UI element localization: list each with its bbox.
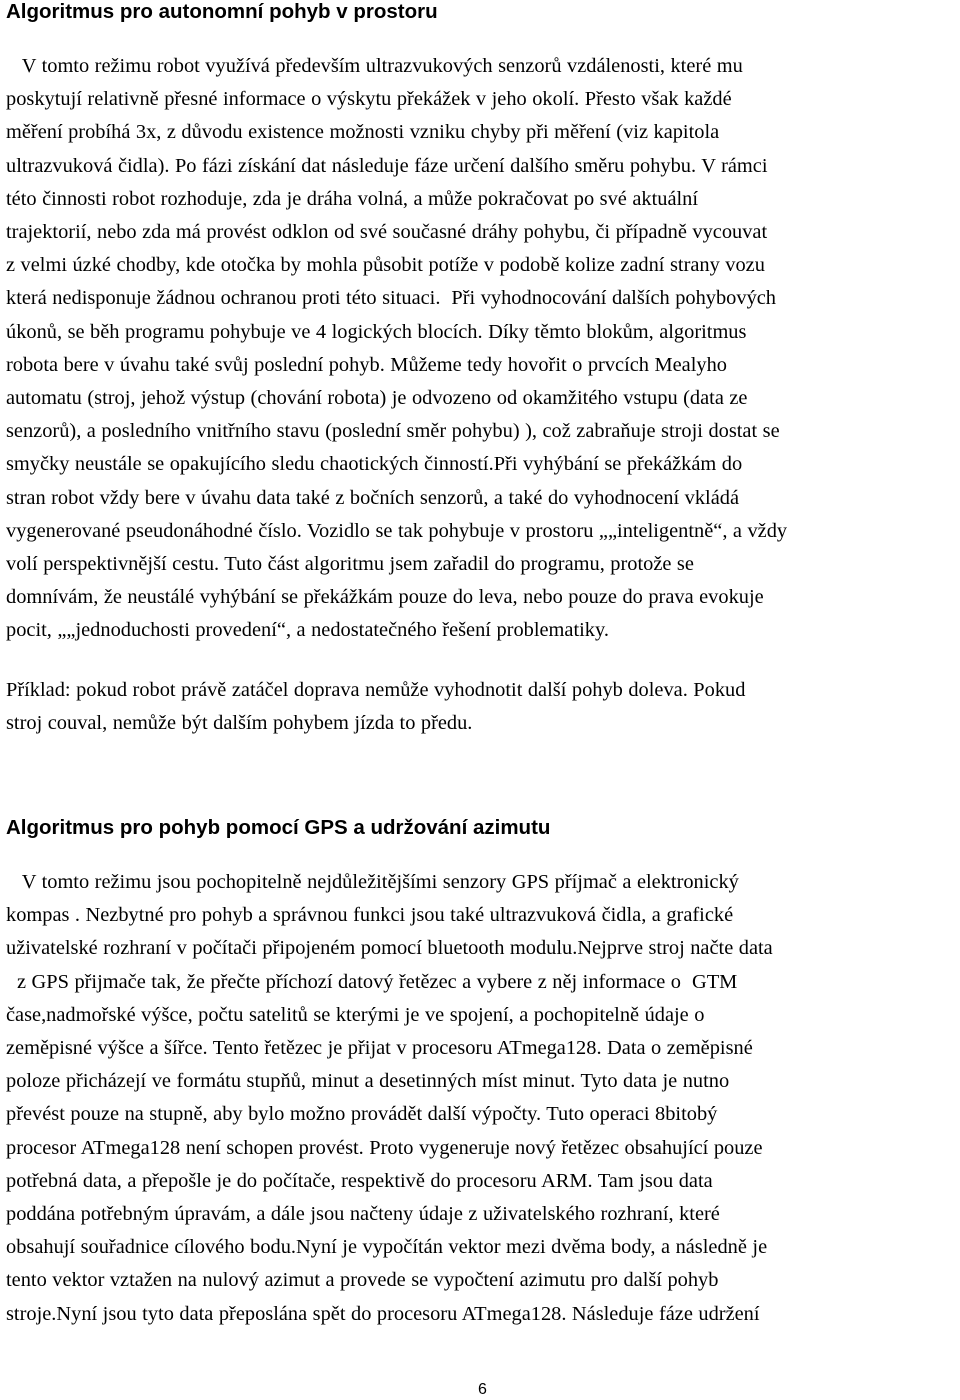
text-line: domnívám, že neustálé vyhýbání se překážkám pouze do leva, nebo pouze do prava evokuje (6, 586, 764, 609)
text-line: měření probíhá 3x, z důvodu existence možnosti vzniku chyby při měření (viz kapitola (6, 121, 720, 144)
text-line: smyčky neustále se opakujícího sledu chaotických činností.Při vyhýbání se překážkám do (6, 453, 743, 476)
text-line: převést pouze na stupně, aby bylo možno provádět další výpočty. Tuto operaci 8bitobý (6, 1103, 718, 1126)
text-line: pocit, „„jednoduchosti provedení“, a nedostatečného řešení problematiky. (6, 619, 609, 642)
text-line: vygenerované pseudonáhodné číslo. Vozidlo se tak pohybuje v prostoru „„inteligentně“, a vždy (6, 519, 788, 542)
text-line: stran robot vždy bere v úvahu data také z bočních senzorů, a také do vyhodnocení vkládá (6, 486, 740, 509)
text-line: této činnosti robot rozhoduje, zda je dráha volná, a může pokračovat po své aktuální (6, 187, 699, 210)
paragraph-autonomous-description (6, 50, 952, 648)
text-line: automatu (stroj, jehož výstup (chování robota) je odvozeno od okamžitého vstupu (data ze (6, 387, 748, 410)
text-line: potřebná data, a přepošle je do počítače, respektivě do procesoru ARM. Tam jsou data (6, 1169, 713, 1192)
text-line: poddána potřebným úpravám, a dále jsou načteny údaje z uživatelského rozhraní, které (6, 1203, 720, 1226)
paragraph-example (6, 674, 952, 740)
text-line: stroj couval, nemůže být dalším pohybem jízda to předu. (6, 712, 473, 735)
text-line: V tomto režimu robot využívá především ultrazvukových senzorů vzdálenosti, které mu (6, 55, 743, 77)
text-line: senzorů), a posledního vnitřního stavu (poslední směr pohybu) ), což zabraňuje stroji dostat se (6, 420, 780, 443)
text-line: která nedisponuje žádnou ochranou proti této situaci. Při vyhodnocování dalších pohybových (6, 287, 777, 310)
page-number: 6 (478, 1381, 487, 1398)
text-line: tento vektor vztažen na nulový azimut a provede se vypočtení azimutu pro další pohyb (6, 1269, 719, 1292)
text-line: zeměpisné výšce a šířce. Tento řetězec je přijat v procesoru ATmega128. Data o zeměpisné (6, 1037, 753, 1060)
text-line: V tomto režimu jsou pochopitelně nejdůležitějšími senzory GPS příjmač a elektronický (6, 871, 739, 893)
section-heading-autonomous: Algoritmus pro autonomní pohyb v prostoru (6, 0, 438, 23)
text-line: volí perspektivnější cestu. Tuto část algoritmu jsem zařadil do programu, protože se (6, 553, 694, 576)
text-line: čase,nadmořské výšce, počtu satelitů se kterými je ve spojení, a pochopitelně údaje o (6, 1003, 705, 1026)
text-line: úkonů, se běh programu pohybuje ve 4 logických blocích. Díky těmto blokům, algoritmus (6, 320, 747, 343)
text-line: kompas . Nezbytné pro pohyb a správnou funkci jsou také ultrazvuková čidla, a grafické (6, 904, 734, 927)
text-line: trajektorií, nebo zda má provést odklon od své současné dráhy pohybu, či případně vycouvat (6, 221, 768, 244)
text-line: procesor ATmega128 není schopen provést. Proto vygeneruje nový řetězec obsahující pouze (6, 1136, 763, 1159)
text-line: z GPS přijmače tak, že přečte příchozí datový řetězec a vybere z něj informace o GTM (6, 970, 738, 993)
paragraph-gps-description (6, 866, 952, 1331)
text-line: uživatelské rozhraní v počítači připojeném pomocí bluetooth modulu.Nejprve stroj načte data (6, 937, 773, 960)
document-page (6, 0, 954, 1400)
text-line: Příklad: pokud robot právě zatáčel doprava nemůže vyhodnotit další pohyb doleva. Pokud (6, 679, 746, 701)
text-line: stroje.Nyní jsou tyto data přeposlána spět do procesoru ATmega128. Následuje fáze udržení (6, 1302, 760, 1325)
section-heading-gps: Algoritmus pro pohyb pomocí GPS a udržování azimutu (6, 816, 551, 839)
text-line: poskytují relativně přesné informace o výskytu překážek v jeho okolí. Přesto však každé (6, 88, 732, 111)
text-line: robota bere v úvahu také svůj poslední pohyb. Můžeme tedy hovořit o prvcích Mealyho (6, 353, 727, 376)
text-line: obsahují souřadnice cílového bodu.Nyní je vypočítán vektor mezi dvěma body, a následně je (6, 1236, 768, 1259)
text-line: ultrazvuková čidla). Po fázi získání dat následuje fáze určení dalšího směru pohybu. V rámci (6, 154, 768, 177)
text-line: z velmi úzké chodby, kde otočka by mohla působit potíže v podobě kolize zadní strany vozu (6, 254, 765, 277)
text-line: poloze přicházejí ve formátu stupňů, minut a desetinných míst minut. Tyto data je nutno (6, 1070, 730, 1093)
